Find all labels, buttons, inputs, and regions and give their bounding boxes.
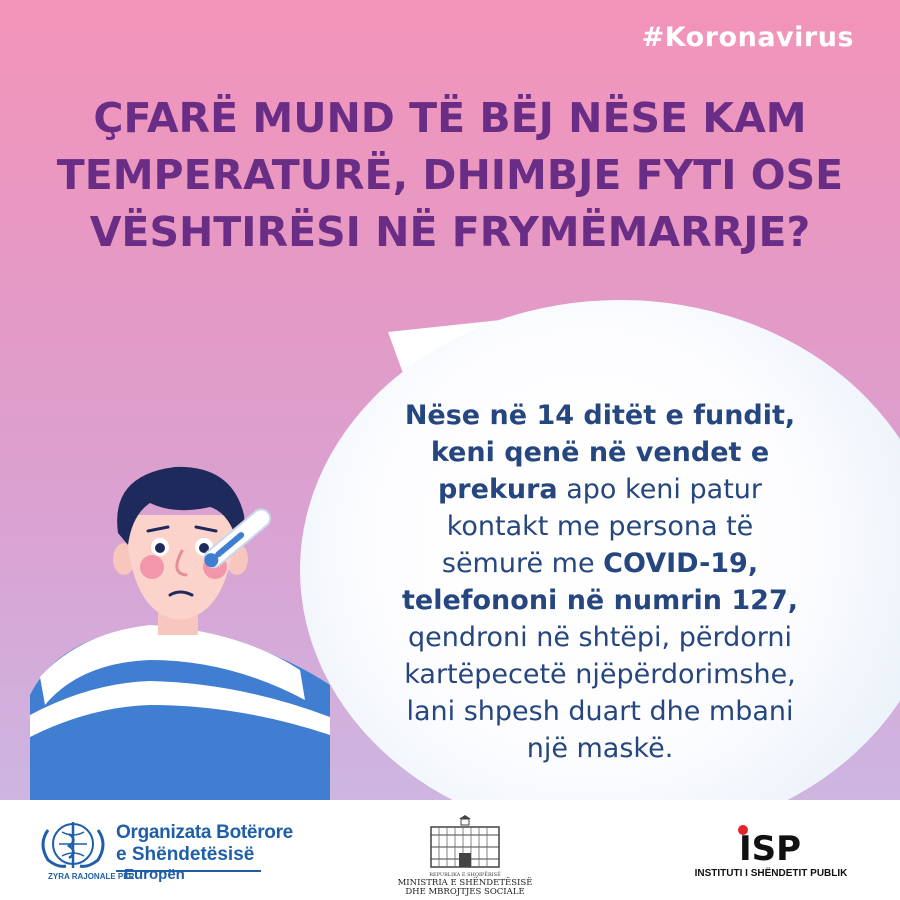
message-line: sëmurë me COVID-19, <box>441 548 759 579</box>
advice-message <box>360 397 840 767</box>
ish-logo-text: ISP <box>739 829 802 866</box>
ministry-name: MINISTRIA E SHËNDETËSISË DHE MBROJTJES SOCIALE <box>397 878 533 897</box>
who-region-label: ZYRA RAJONALE PËR <box>48 872 135 881</box>
headline-line: TEMPERATURË, DHIMBJE FYTI OSE <box>56 151 844 199</box>
message-line: Nëse në 14 ditët e fundit, <box>404 400 796 431</box>
sick-person-illustration <box>0 455 330 800</box>
ish-name: INSTITUTI I SHËNDETIT PUBLIK <box>694 868 848 879</box>
message-line: kontakt me persona të <box>446 511 754 542</box>
ministry-building-icon <box>425 815 505 871</box>
who-name: Organizata Botërore e Shëndetësisë <box>116 822 293 875</box>
who-europe-label: Europën <box>124 866 185 883</box>
message-line: një maskë. <box>526 733 674 764</box>
message-line: kartëpecetë njëpërdorimshe, <box>404 659 796 690</box>
message-line: telefononi në numrin 127, <box>401 585 799 616</box>
hashtag: #Koronavirus <box>641 22 854 53</box>
message-line: prekura apo keni patur <box>437 474 762 505</box>
ish-logo-icon <box>735 820 805 866</box>
message-line: keni qenë në vendet e <box>430 437 770 468</box>
message-line: qendroni në shtëpi, përdorni <box>408 622 792 653</box>
who-emblem-icon <box>34 820 112 872</box>
ministry-republic-label: REPUBLIKA E SHQIPËRISË <box>429 872 501 878</box>
headline-line: VËSHTIRËSI NË FRYMËMARRJE? <box>89 208 811 256</box>
headline-line: ÇFARË MUND TË BËJ NËSE KAM <box>93 94 807 142</box>
message-line: lani shpesh duart dhe mbani <box>406 696 794 727</box>
